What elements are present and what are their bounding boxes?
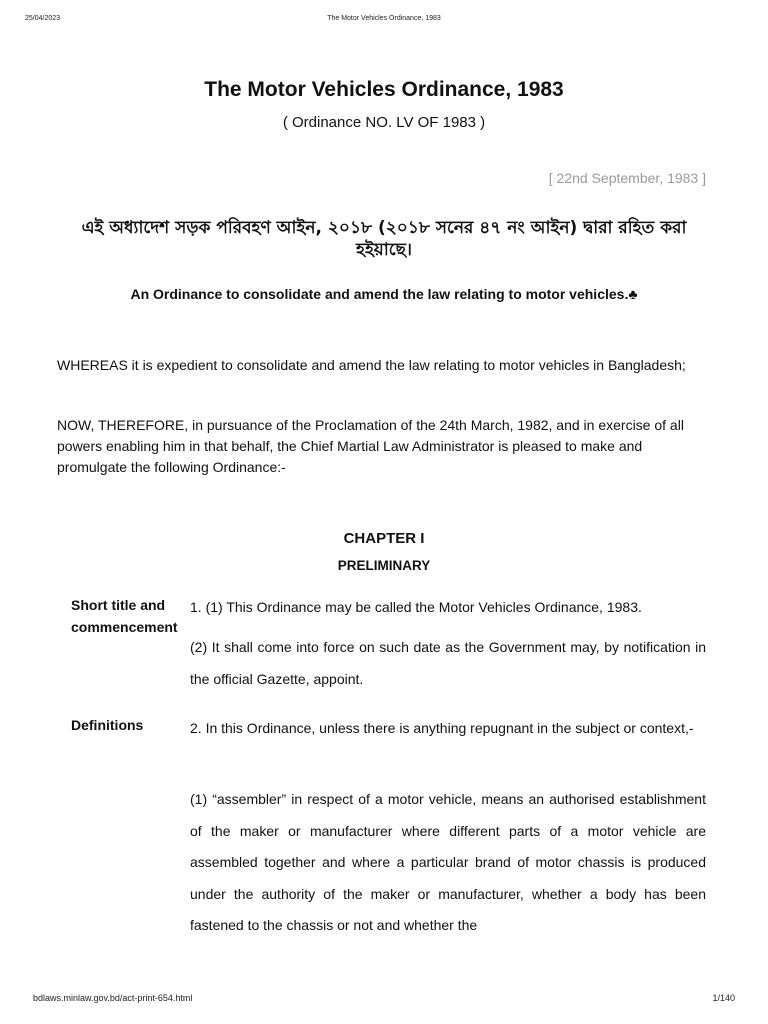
print-footer-url: bdlaws.minlaw.gov.bd/act-print-654.html [33,993,193,1003]
long-title [0,286,768,302]
section-1-para-2: (2) It shall come into force on such date as the Government may, by notification in the official Gazette, appoint. [190,639,706,687]
print-header-title: The Motor Vehicles Ordinance, 1983 [327,15,441,22]
ordinance-number: ( Ordinance NO. LV OF 1983 ) [282,114,486,131]
print-footer-page: 1/140 [712,993,735,1003]
section-1-side-title: Short title and commencement [71,597,178,635]
preamble-now-therefore: NOW, THEREFORE, in pursuance of the Proclamation of the 24th March, 1982, and in exercise of all powers enabling him in that behalf, the Chief Martial Law Administrator is pleased to make and promulgate the following Ordinance:- [57,417,684,475]
preamble-whereas: WHEREAS it is expedient to consolidate and amend the law relating to motor vehicles in Bangladesh; [57,357,686,373]
ordinance-date: [ 22nd September, 1983 ] [548,170,706,186]
repeal-notice: এই অধ্যাদেশ সড়ক পরিবহণ আইন, ২০১৮ (২০১৮ সনের ৪৭ নং আইন) দ্বারা রহিত করা হইয়াছে। [81,218,687,260]
print-header-date: 25/04/2023 [25,15,61,22]
section-2-para-1: 2. In this Ordinance, unless there is anything repugnant in the subject or context,- [190,720,694,736]
document-title: The Motor Vehicles Ordinance, 1983 [204,78,564,101]
section-2-para-2: (1) “assembler” in respect of a motor vehicle, means an authorised establishment of the maker or manufacturer where different parts of a motor vehicle are assembled together and where a particular brand of motor chassis is produced under the authority of the maker or manufacturer, whether a body has been fastened to the chassis or not and whether the [190,791,706,933]
chapter-title: PRELIMINARY [337,558,431,573]
chapter-number: CHAPTER I [343,530,425,547]
club-icon[interactable]: ♣ [628,286,638,302]
section-2-side-title: Definitions [71,717,144,733]
section-1-para-1: 1. (1) This Ordinance may be called the Motor Vehicles Ordinance, 1983. [190,599,642,615]
long-title-text: An Ordinance to consolidate and amend the law relating to motor vehicles. [130,286,629,302]
